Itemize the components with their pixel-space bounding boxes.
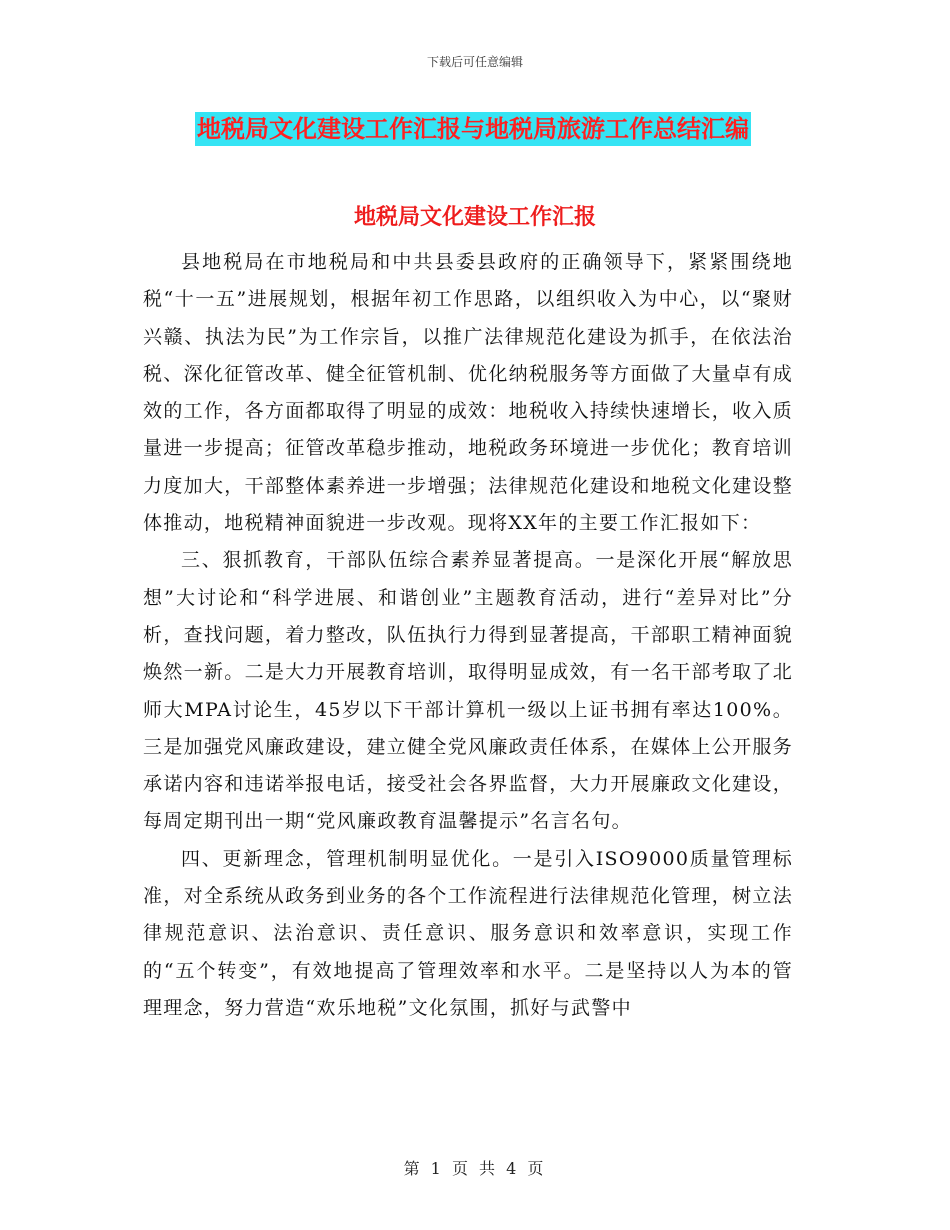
paragraph-management: 四、更新理念，管理机制明显优化。一是引入ISO9000质量管理标准，对全系统从政务到业务的各个工作流程进行法律规范化管理，树立法律规范意识、法治意识、责任意识、服务意识和效率意识，实现工作的“五个转变”，有效地提高了管理效率和水平。二是坚持以人为本的管理理念，努力营造“欢乐地税”文化氛围，抓好与武警中 xyxy=(143,847,793,1019)
paragraph-intro: 县地税局在市地税局和中共县委县政府的正确领导下，紧紧围绕地税“十一五”进展规划，根据年初工作思路，以组织收入为中心，以“聚财兴赣、执法为民”为工作宗旨，以推广法律规范化建设为抓手，在依法治税、深化征管改革、健全征管机制、优化纳税服务等方面做了大量卓有成效的工作，各方面都取得了明显的成效：地税收入持续快速增长，收入质量进一步提高；征管改革稳步推动，地税政务环境进一步优化；教育培训力度加大，干部整体素养进一步增强；法律规范化建设和地税文化建设整体推动，地税精神面貌进一步改观。现将XX年的主要工作汇报如下： xyxy=(143,251,793,535)
section-heading: 地税局文化建设工作汇报 xyxy=(353,205,596,230)
page-footer: 第 1 页 共 4 页 xyxy=(403,1159,547,1178)
header-note: 下载后可任意编辑 xyxy=(426,55,523,69)
document-title: 地税局文化建设工作汇报与地税局旅游工作总结汇编 xyxy=(195,112,751,146)
body-text xyxy=(143,244,793,1027)
paragraph-education: 三、狠抓教育，干部队伍综合素养显著提高。一是深化开展“解放思想”大讨论和“科学进展、和谐创业”主题教育活动，进行“差异对比”分析，查找问题，着力整改，队伍执行力得到显著提高，干部职工精神面貌焕然一新。二是大力开展教育培训，取得明显成效，有一名干部考取了北师大MPA讨论生，45岁以下干部计算机一级以上证书拥有率达100%。三是加强党风廉政建设，建立健全党风廉政责任体系，在媒体上公开服务承诺内容和违诺举报电话，接受社会各界监督，大力开展廉政文化建设，每周定期刊出一期“党风廉政教育温馨提示”名言名句。 xyxy=(143,549,793,833)
